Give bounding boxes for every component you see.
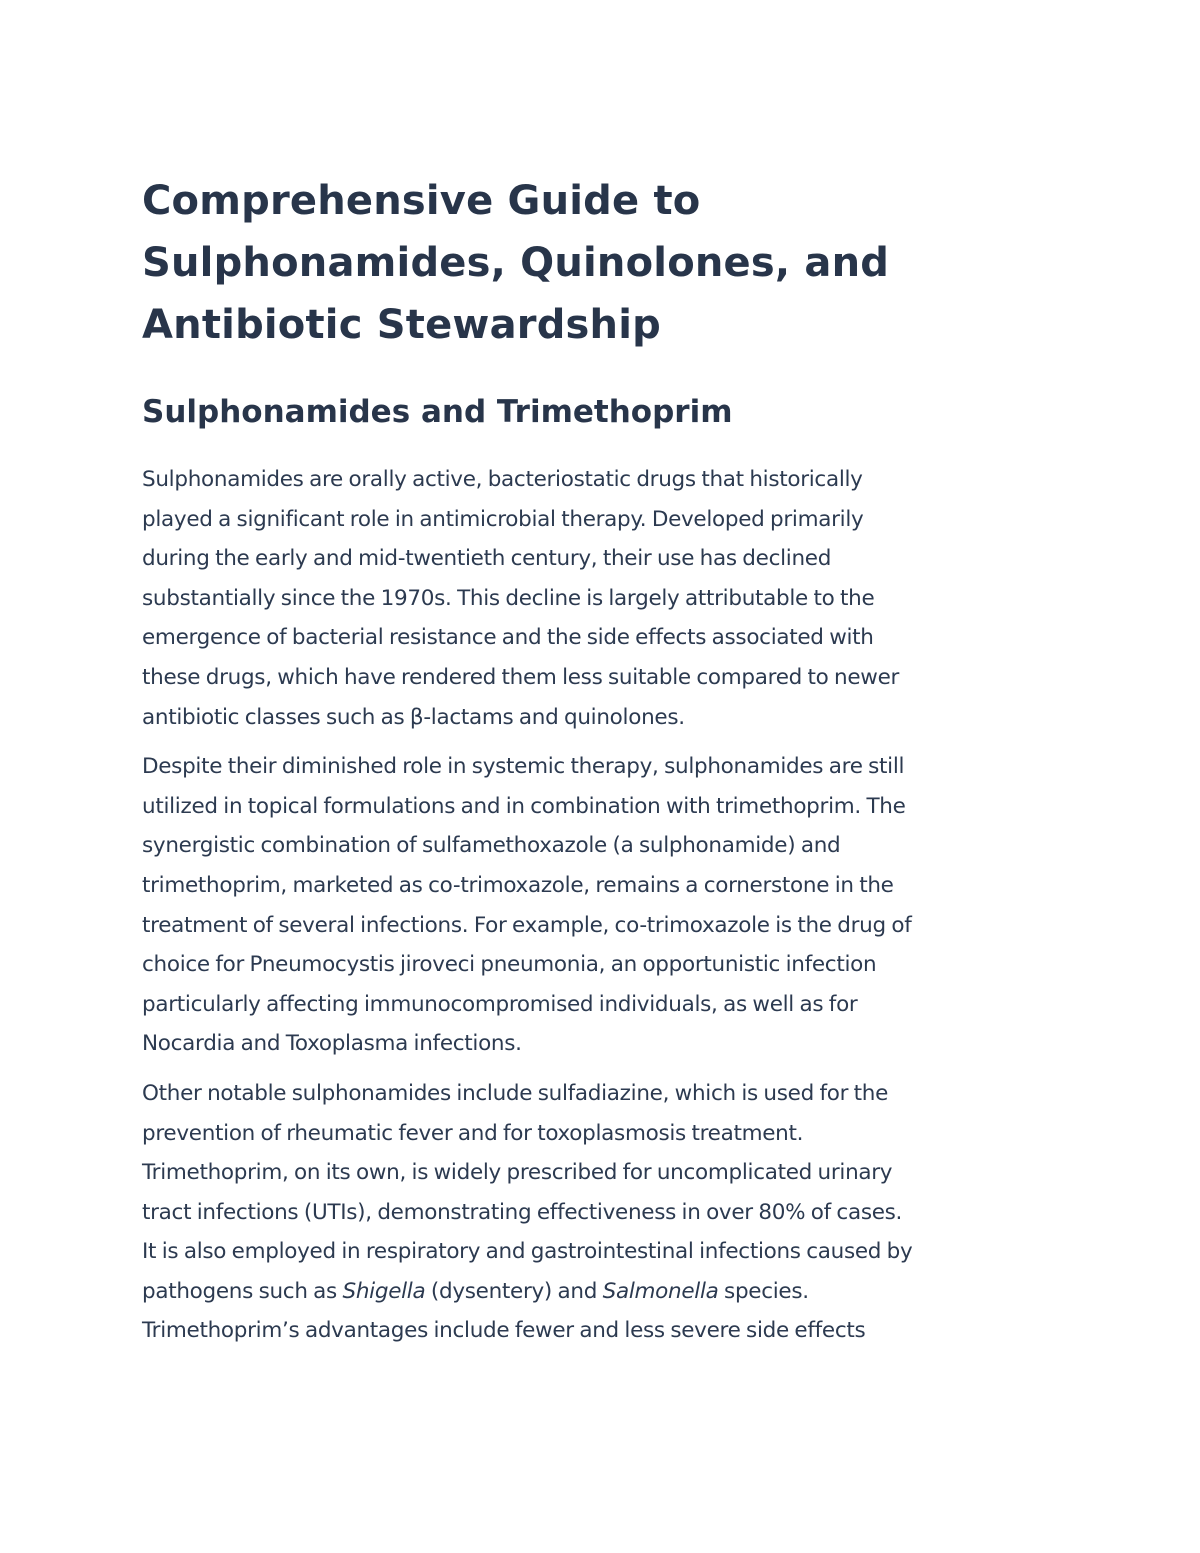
- title-line: Comprehensive Guide to: [142, 178, 701, 224]
- text-line-with-italics: [142, 1272, 1072, 1312]
- text-line: Nocardia and Toxoplasma infections.: [142, 1031, 522, 1057]
- text-line: trimethoprim, marketed as co-trimoxazole, remains a cornerstone in the: [142, 872, 894, 898]
- text-line: It is also employed in respiratory and gastrointestinal infections caused by: [142, 1239, 913, 1265]
- italic-term-shigella: Shigella: [342, 1278, 426, 1304]
- text-line: prevention of rheumatic fever and for toxoplasmosis treatment.: [142, 1120, 804, 1146]
- title-line: Antibiotic Stewardship: [142, 302, 661, 348]
- text-line: these drugs, which have rendered them less suitable compared to newer: [142, 664, 900, 690]
- text-line: during the early and mid-twentieth century, their use has declined: [142, 546, 832, 572]
- title-line: Sulphonamides, Quinolones, and: [142, 240, 890, 286]
- text-line: antibiotic classes such as β-lactams and quinolones.: [142, 704, 685, 730]
- document-title: [142, 170, 1072, 356]
- text-line: Despite their diminished role in systemic therapy, sulphonamides are still: [142, 754, 905, 780]
- text-line: substantially since the 1970s. This decline is largely attributable to the: [142, 585, 875, 611]
- section-heading: Sulphonamides and Trimethoprim: [142, 394, 733, 430]
- italic-term-salmonella: Salmonella: [602, 1278, 719, 1304]
- paragraph-sulphonamides-overview: [142, 460, 1072, 737]
- text-line: emergence of bacterial resistance and the side effects associated with: [142, 625, 874, 651]
- text-line: Sulphonamides are orally active, bacteriostatic drugs that historically: [142, 467, 863, 492]
- text-line: tract infections (UTIs), demonstrating effectiveness in over 80% of cases.: [142, 1199, 903, 1225]
- text-line: Trimethoprim, on its own, is widely prescribed for uncomplicated urinary: [142, 1160, 893, 1186]
- paragraph-co-trimoxazole: [142, 747, 1072, 1064]
- text-line: utilized in topical formulations and in combination with trimethoprim. The: [142, 793, 906, 819]
- text-line: treatment of several infections. For example, co-trimoxazole is the drug of: [142, 912, 912, 938]
- text-run: (dysentery) and: [425, 1278, 603, 1304]
- text-line: played a significant role in antimicrobial therapy. Developed primarily: [142, 506, 864, 532]
- text-line: particularly affecting immunocompromised individuals, as well as for: [142, 991, 858, 1017]
- text-run: pathogens such as: [142, 1278, 343, 1304]
- document-page: [142, 170, 1072, 1351]
- text-run: species.: [718, 1278, 809, 1304]
- paragraph-other-sulphonamides: [142, 1074, 1072, 1351]
- text-line: choice for Pneumocystis jiroveci pneumonia, an opportunistic infection: [142, 952, 877, 978]
- text-line: Other notable sulphonamides include sulfadiazine, which is used for the: [142, 1080, 889, 1106]
- text-line: Trimethoprim’s advantages include fewer and less severe side effects: [142, 1318, 866, 1344]
- text-line: synergistic combination of sulfamethoxazole (a sulphonamide) and: [142, 833, 841, 859]
